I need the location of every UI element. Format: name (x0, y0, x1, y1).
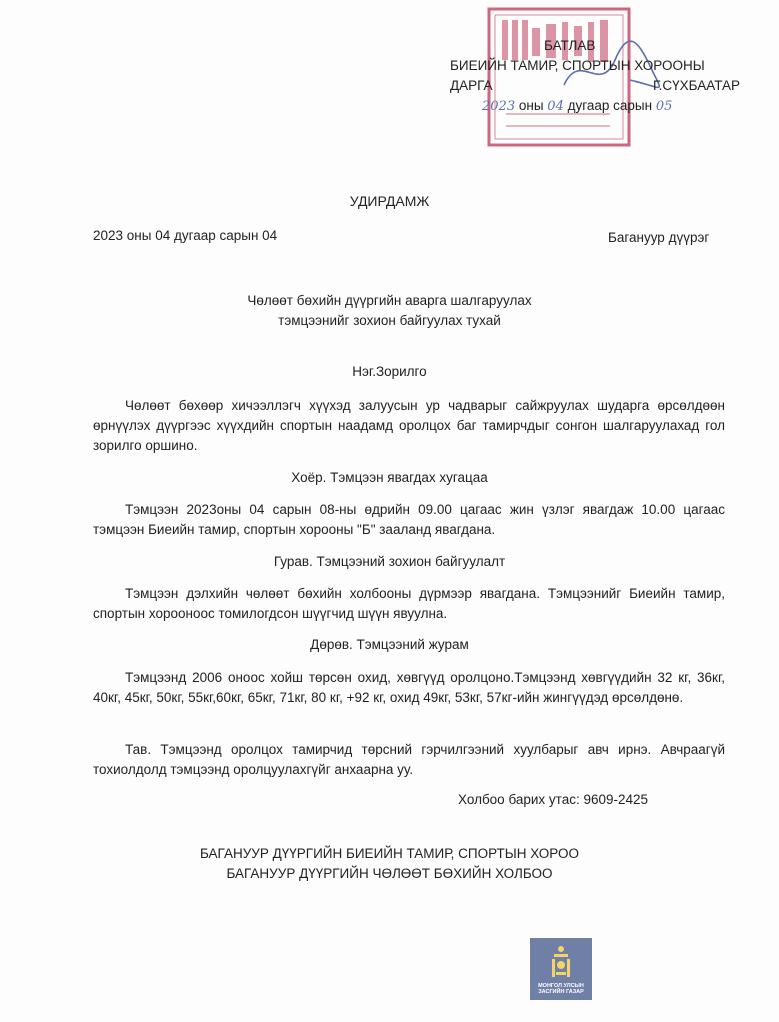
approval-position: ДАРГА (450, 78, 493, 93)
approval-month-handwritten: 04 (547, 99, 564, 114)
organizer-line-1: БАГАНУУР ДҮҮРГИЙН БИЕИЙН ТАМИР, СПОРТЫН ХОРОО (199, 846, 579, 861)
logo-line-1: МОНГОЛ УЛСЫН (538, 983, 584, 989)
section-text-rules: Тэмцээнд 2006 оноос хойш төрсөн охид, хөвгүүд оролцоно.Тэмцээнд хөвгүүдийн 32 кг, 36кг, 40кг, 45кг, 50кг, 55кг,60кг, 65кг, 71кг, 80 кг, +92 кг, охид 49кг, 53кг, 57кг-ийн жингүүдэд өрсөлдөнө. (93, 670, 725, 705)
section-heading-schedule: Хоёр. Тэмцээн явагдах хугацаа (291, 470, 488, 485)
logo-caption (530, 983, 592, 995)
section-heading-rules: Дөрөв. Тэмцээний журам (310, 637, 469, 652)
contact-phone: Холбоо барих утас: 9609-2425 (458, 792, 649, 807)
section-text-goal: Чөлөөт бөхөөр хичээллэгч хүүхэд залуусын ур чадварыг сайжруулах шударга өрсөлдөөн өрнүүлэх дүүргээс хүүхдийн спортын наадамд оролцох баг тамирчдыг сонгон шалгаруулахад гол зорилго оршино. (93, 398, 725, 453)
subject-line-1: Чөлөөт бөхийн дүүргийн аварга шалгаруулах (247, 293, 532, 308)
section-heading-goal: Нэг.Зорилго (352, 364, 427, 379)
approval-signatory: Г.СҮХБААТАР (653, 78, 740, 93)
organizers (0, 844, 779, 884)
section-text-organization: Тэмцээн дэлхийн чөлөөт бөхийн холбооны дүрмээр явагдана. Тэмцээнийг Биеийн тамир, спортын хорооноос томилогдсон шүүгчид шүүн явуулна. (93, 586, 725, 621)
approval-signatory-row (450, 76, 740, 96)
approval-block (450, 36, 740, 117)
logo-line-2: ЗАСГИЙН ГАЗАР (538, 989, 584, 995)
approval-date (450, 96, 740, 117)
section-text-closing: Тав. Тэмцээнд оролцох тамирчид төрсний гэрчилгээний хуулбарыг авч ирнэ. Авчраагүй тохиолдолд тэмцээнд оролцуулахгүйг анхаарна уу. (93, 742, 725, 777)
approval-year-handwritten: 2023 (482, 99, 516, 114)
organizer-line-2: БАГАНУУР ДҮҮРГИЙН ЧӨЛӨӨТ БӨХИЙН ХОЛБОО (226, 866, 553, 881)
government-logo (530, 938, 592, 1000)
approval-year-suffix: оны (518, 98, 544, 113)
subject-line-2: тэмцээнийг зохион байгуулах тухай (278, 313, 501, 328)
section-heading-organization: Гурав. Тэмцээний зохион байгуулалт (273, 554, 506, 569)
soyombo-emblem-icon (550, 944, 572, 980)
approval-day-handwritten: 05 (655, 99, 673, 114)
document-title: УДИРДАМЖ (349, 193, 430, 209)
section-text-schedule: Тэмцээн 2023оны 04 сарын 08-ны өдрийн 09.00 цагаас жин үзлэг явагдаж 10.00 цагаас тэмцээн Биеийн тамир, спортын хорооны "Б" зааланд явагдана. (93, 502, 725, 537)
document-date: 2023 оны 04 дугаар сарын 04 (93, 228, 278, 243)
document-subject (0, 291, 779, 331)
approval-month-suffix: дугаар сарын (567, 98, 653, 113)
approval-heading: БАТЛАВ (544, 38, 596, 53)
approval-org-line: БИЕИЙН ТАМИР, СПОРТЫН ХОРООНЫ (450, 58, 705, 73)
document-place: Багануур дүүрэг (608, 230, 710, 245)
